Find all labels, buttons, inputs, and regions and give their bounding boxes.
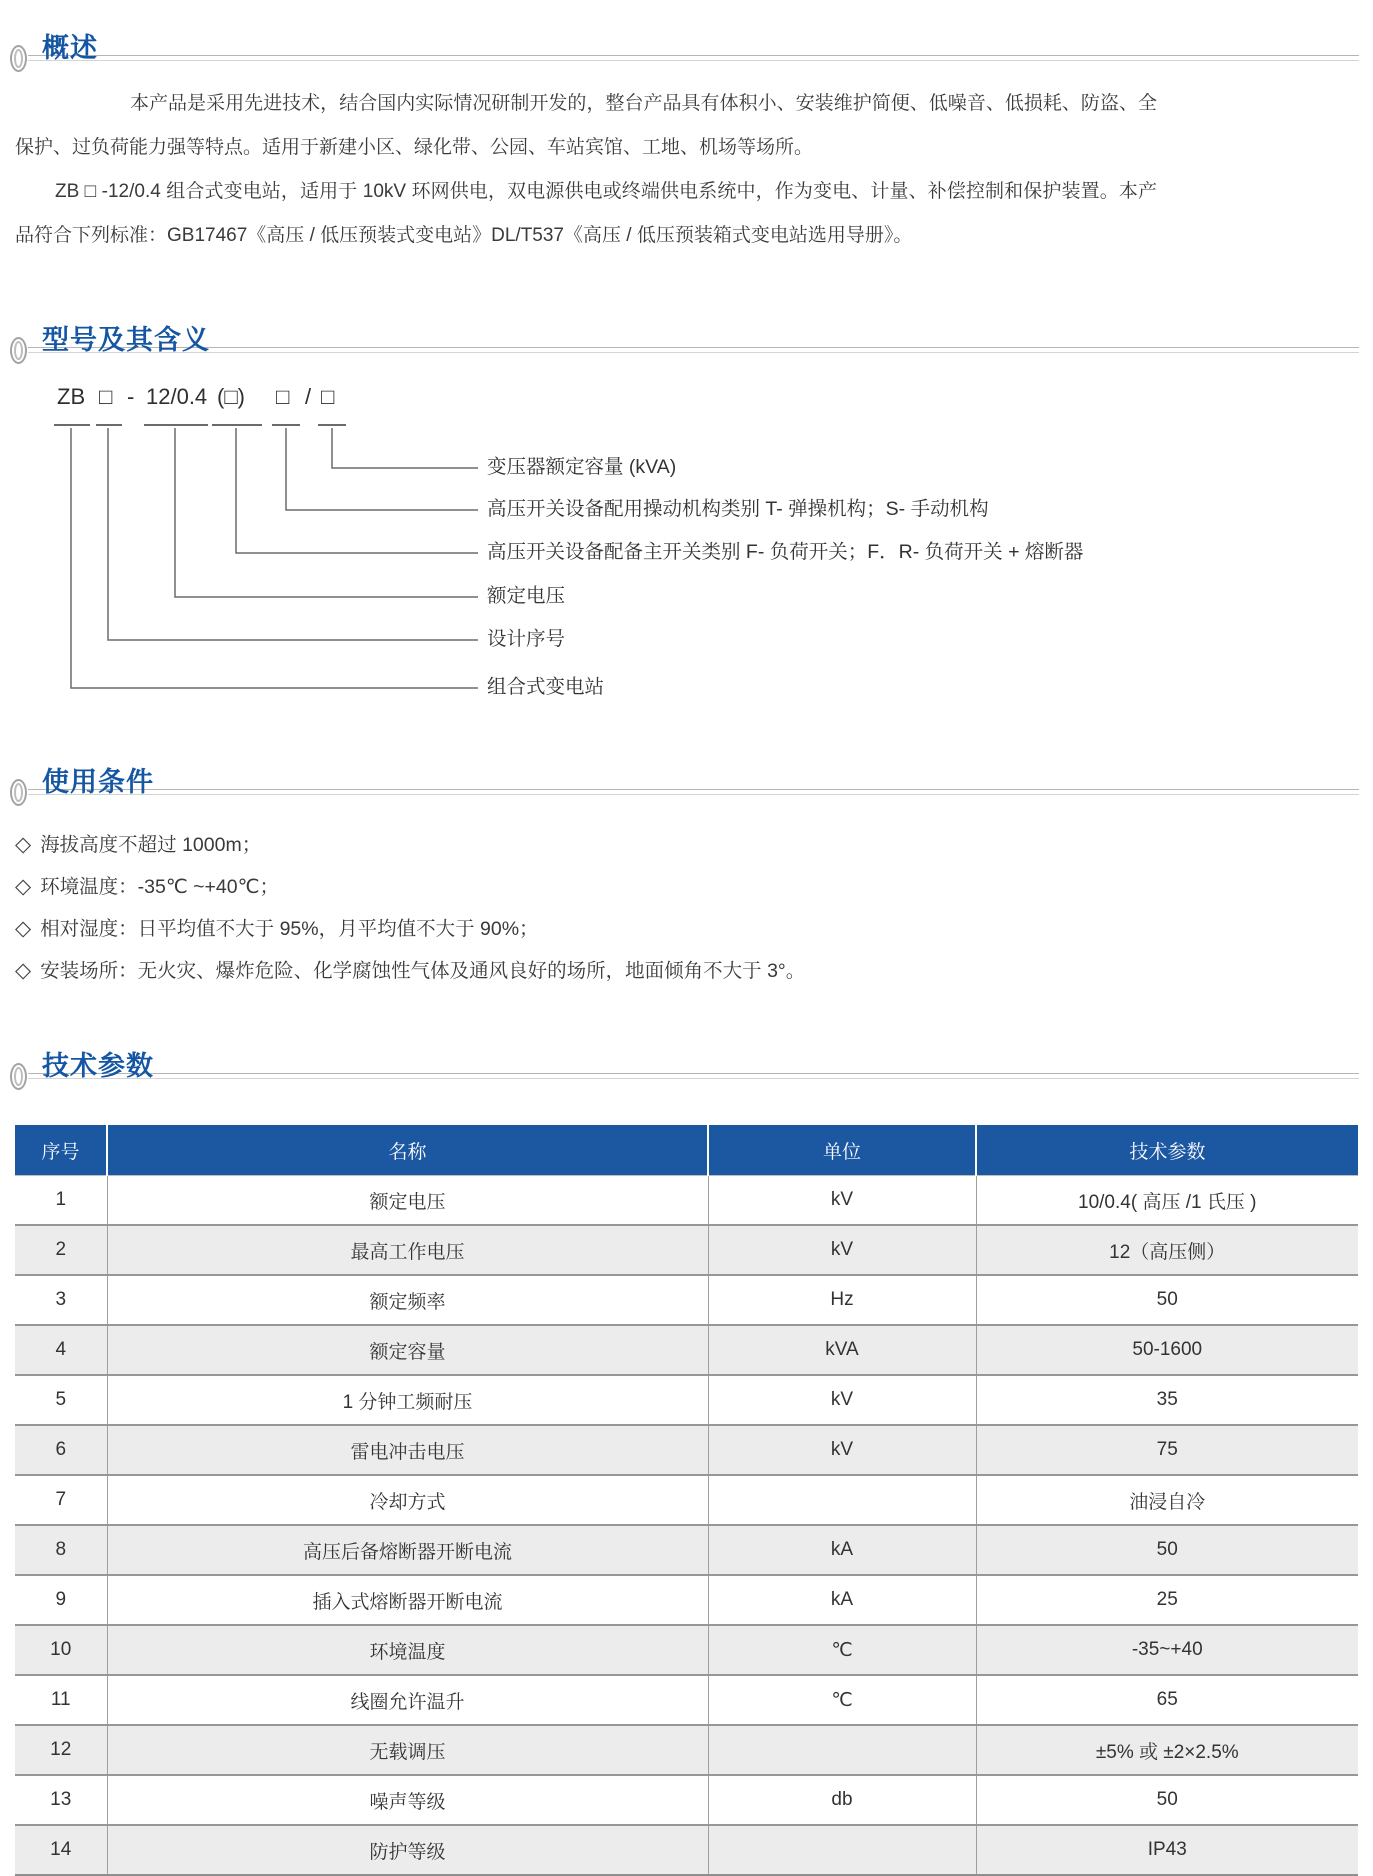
- param-unit: [708, 1725, 976, 1775]
- param-value: 35: [976, 1375, 1358, 1425]
- condition-text: 相对湿度：日平均值不大于 95%，月平均值不大于 90%；: [40, 918, 539, 940]
- overview-paragraph: 本产品是采用先进技术，结合国内实际情况研制开发的，整台产品具有体积小、安装维护简便、低噪音、低损耗、防盗、全保护、过负荷能力强等特点。适用于新建小区、绿化带、公园、车站宾馆、工地、机场等场所。: [15, 93, 1157, 158]
- model-label: 变压器额定容量 (kVA): [487, 456, 677, 478]
- param-no: 6: [55, 1439, 67, 1460]
- param-no: 13: [50, 1789, 72, 1810]
- param-unit: Hz: [708, 1275, 976, 1325]
- param-value: ±5% 或 ±2×2.5%: [976, 1725, 1358, 1775]
- overview-paragraph: ZB □ -12/0.4 组合式变电站，适用于 10kV 环网供电，双电源供电或终端供电系统中，作为变电、计量、补偿控制和保护装置。本产品符合下列标准：GB17467《高压 / 低压预装式变电站》DL/T537《高压 / 低压预装箱式变电站选用导册》。: [15, 181, 1157, 246]
- table-row: [15, 1575, 1358, 1625]
- param-unit: [708, 1825, 976, 1875]
- condition-item: [15, 866, 1265, 908]
- condition-item: [15, 908, 1265, 950]
- model-code-box: □: [99, 384, 113, 409]
- param-no: 9: [55, 1589, 67, 1610]
- model-label: 额定电压: [487, 585, 566, 607]
- model-label: 设计序号: [487, 628, 566, 650]
- col-header-index: 序号: [15, 1125, 107, 1176]
- param-value: 50-1600: [976, 1325, 1358, 1375]
- section-ring-icon: [10, 1063, 27, 1090]
- model-code-box: □: [321, 384, 335, 409]
- section-rule: [28, 1073, 1359, 1079]
- section-ring-icon: [10, 337, 27, 364]
- param-name: 冷却方式: [107, 1475, 708, 1525]
- section-rule: [28, 347, 1359, 353]
- diamond-bullet-icon: ◇: [15, 959, 32, 982]
- section-rule: [28, 789, 1359, 795]
- param-name: 额定容量: [107, 1325, 708, 1375]
- param-value: 油浸自冷: [976, 1475, 1358, 1525]
- parameters-table: [15, 1125, 1358, 1876]
- param-unit: [708, 1475, 976, 1525]
- section-ring-icon: [10, 779, 27, 806]
- diamond-bullet-icon: ◇: [15, 917, 32, 940]
- condition-item: [15, 824, 1265, 866]
- table-row: [15, 1725, 1358, 1775]
- param-no: 7: [55, 1489, 67, 1510]
- section-title-conditions: 使用条件: [42, 767, 154, 797]
- table-row: [15, 1525, 1358, 1575]
- table-row: [15, 1275, 1358, 1325]
- conditions-list: [15, 824, 1265, 992]
- diamond-bullet-icon: ◇: [15, 875, 32, 898]
- param-name: 高压后备熔断器开断电流: [107, 1525, 708, 1575]
- section-header-parameters: [0, 1044, 1373, 1090]
- model-code-dash: -: [127, 384, 135, 409]
- col-header-value: 技术参数: [976, 1125, 1358, 1176]
- param-name: 额定频率: [107, 1275, 708, 1325]
- model-label: 高压开关设备配用操动机构类别 T- 弹操机构；S- 手动机构: [487, 498, 989, 520]
- param-value: IP43: [976, 1825, 1358, 1875]
- param-unit: ℃: [708, 1625, 976, 1675]
- section-header-overview: [0, 26, 1373, 72]
- condition-text: 安装场所：无火灾、爆炸危险、化学腐蚀性气体及通风良好的场所，地面倾角不大于 3°。: [40, 960, 806, 982]
- condition-text: 环境温度：-35℃ ~+40℃；: [40, 876, 280, 898]
- param-unit: kA: [708, 1525, 976, 1575]
- table-row: [15, 1625, 1358, 1675]
- param-value: 75: [976, 1425, 1358, 1475]
- param-value: 12（高压侧）: [976, 1225, 1358, 1275]
- param-name: 最高工作电压: [107, 1225, 708, 1275]
- param-unit: kA: [708, 1575, 976, 1625]
- col-header-name: 名称: [107, 1125, 708, 1176]
- section-header-conditions: [0, 760, 1373, 806]
- condition-item: [15, 950, 1265, 992]
- param-no: 12: [50, 1739, 72, 1760]
- model-code-box: □: [276, 384, 290, 409]
- diamond-bullet-icon: ◇: [15, 833, 32, 856]
- section-title-parameters: 技术参数: [42, 1051, 154, 1081]
- table-row: [15, 1325, 1358, 1375]
- param-name: 噪声等级: [107, 1775, 708, 1825]
- param-unit: kV: [708, 1425, 976, 1475]
- model-code-diagram: [0, 362, 1373, 762]
- param-no: 8: [55, 1539, 67, 1560]
- param-unit: kVA: [708, 1325, 976, 1375]
- param-value: 50: [976, 1275, 1358, 1325]
- param-no: 2: [55, 1239, 67, 1260]
- param-name: 额定电压: [107, 1176, 708, 1226]
- param-no: 10: [50, 1639, 72, 1660]
- param-value: 65: [976, 1675, 1358, 1725]
- param-value: 50: [976, 1525, 1358, 1575]
- table-row: [15, 1176, 1358, 1226]
- param-name: 插入式熔断器开断电流: [107, 1575, 708, 1625]
- model-code-box: (□): [217, 384, 245, 409]
- table-header-row: [15, 1125, 1358, 1176]
- table-row: [15, 1825, 1358, 1875]
- section-rule: [28, 55, 1359, 61]
- overview-text: [15, 82, 1157, 258]
- model-code-prefix: ZB: [57, 384, 86, 409]
- param-unit: kV: [708, 1375, 976, 1425]
- col-header-unit: 单位: [708, 1125, 976, 1176]
- param-name: 无载调压: [107, 1725, 708, 1775]
- table-row: [15, 1225, 1358, 1275]
- table-row: [15, 1675, 1358, 1725]
- param-name: 环境温度: [107, 1625, 708, 1675]
- param-no: 3: [55, 1289, 67, 1310]
- table-row: [15, 1425, 1358, 1475]
- model-code-slash: /: [305, 384, 312, 409]
- model-label: 高压开关设备配备主开关类别 F- 负荷开关；F．R- 负荷开关 + 熔断器: [487, 541, 1084, 563]
- model-code-voltage: 12/0.4: [146, 384, 208, 409]
- param-unit: ℃: [708, 1675, 976, 1725]
- table-row: [15, 1775, 1358, 1825]
- section-ring-icon: [10, 45, 27, 72]
- param-value: 10/0.4( 高压 /1 氏压 ): [976, 1176, 1358, 1226]
- param-unit: kV: [708, 1176, 976, 1226]
- param-unit: db: [708, 1775, 976, 1825]
- param-no: 14: [50, 1839, 72, 1860]
- section-header-model: [0, 318, 1373, 364]
- param-no: 11: [50, 1689, 71, 1710]
- section-title-model: 型号及其含义: [42, 325, 210, 355]
- param-no: 4: [55, 1339, 67, 1360]
- condition-text: 海拔高度不超过 1000m；: [40, 834, 262, 856]
- param-unit: kV: [708, 1225, 976, 1275]
- section-title-overview: 概述: [42, 33, 98, 63]
- param-name: 1 分钟工频耐压: [107, 1375, 708, 1425]
- param-name: 防护等级: [107, 1825, 708, 1875]
- param-no: 5: [55, 1389, 67, 1410]
- param-value: 25: [976, 1575, 1358, 1625]
- param-name: 雷电冲击电压: [107, 1425, 708, 1475]
- param-value: 50: [976, 1775, 1358, 1825]
- table-row: [15, 1475, 1358, 1525]
- table-row: [15, 1375, 1358, 1425]
- param-no: 1: [55, 1189, 67, 1210]
- model-label: 组合式变电站: [487, 676, 605, 698]
- param-name: 线圈允许温升: [107, 1675, 708, 1725]
- param-value: -35~+40: [976, 1625, 1358, 1675]
